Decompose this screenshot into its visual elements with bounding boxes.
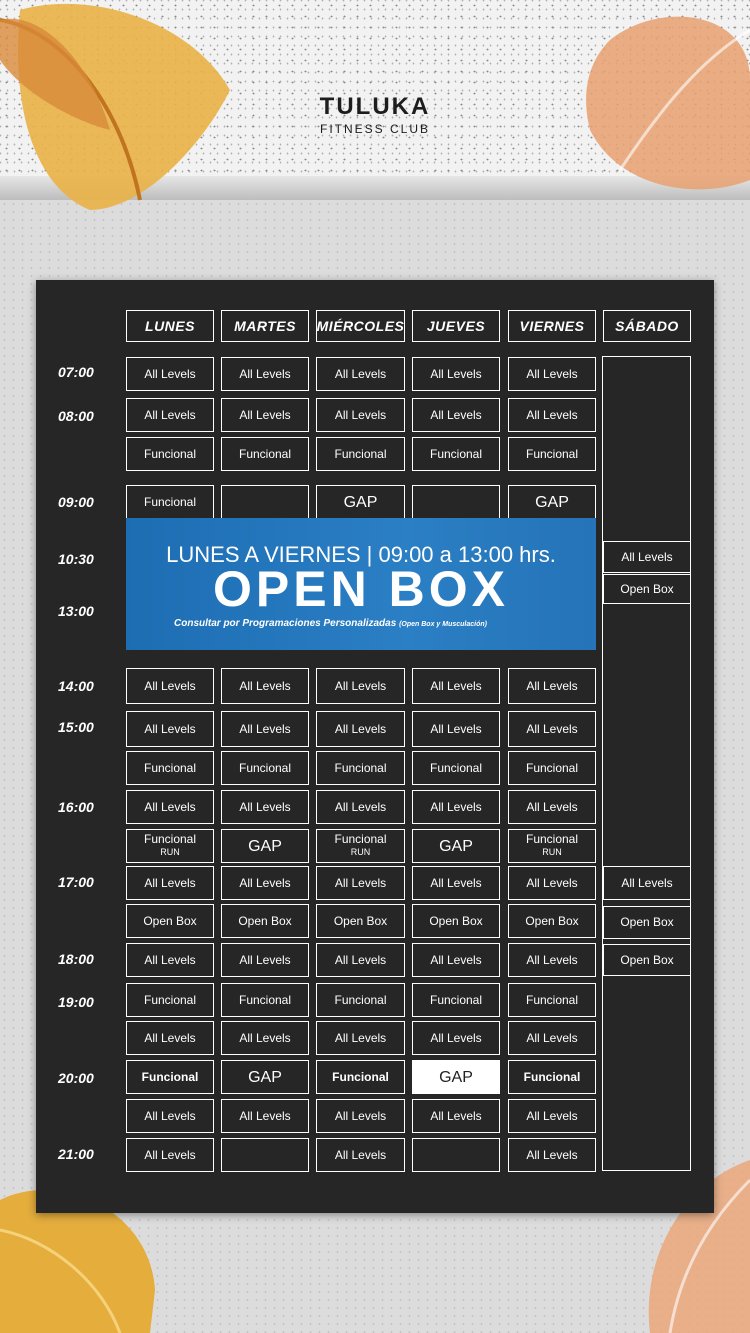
class-name: Open Box <box>429 913 483 928</box>
class-name: All Levels <box>430 875 482 890</box>
saturday-class-cell <box>603 574 691 604</box>
class-cell <box>508 398 596 432</box>
class-cell <box>412 983 500 1017</box>
class-name: All Levels <box>430 799 482 814</box>
class-cell <box>221 866 309 900</box>
class-name: All Levels <box>526 1147 578 1162</box>
time-label: 08:00 <box>58 408 94 424</box>
class-name: All Levels <box>526 1108 578 1123</box>
class-cell <box>412 398 500 432</box>
class-name: All Levels <box>334 1147 387 1162</box>
class-cell <box>221 437 309 471</box>
class-name: All Levels <box>334 875 387 890</box>
class-name: All Levels <box>526 366 578 381</box>
class-name: All Levels <box>526 678 578 693</box>
class-cell <box>126 1021 214 1055</box>
class-cell <box>412 1021 500 1055</box>
class-cell <box>412 829 500 863</box>
class-cell <box>126 357 214 391</box>
class-name: Funcional <box>143 494 197 509</box>
class-cell <box>412 711 500 747</box>
banner-title: OPEN BOX <box>213 561 509 617</box>
time-label: 14:00 <box>58 678 94 694</box>
class-name: All Levels <box>334 678 387 693</box>
class-cell <box>412 1138 500 1172</box>
class-name: Funcional <box>143 760 197 775</box>
class-name: All Levels <box>239 678 291 693</box>
class-name: Funcional <box>143 992 197 1007</box>
class-name: Funcional <box>525 992 579 1007</box>
time-label: 16:00 <box>58 799 94 815</box>
class-cell <box>221 711 309 747</box>
class-name: All Levels <box>144 952 196 967</box>
class-cell <box>508 1021 596 1055</box>
day-header-0: LUNES <box>126 310 214 342</box>
day-header-3: JUEVES <box>412 310 500 342</box>
banner-note <box>174 618 487 629</box>
day-header-2: MIÉRCOLES <box>316 310 405 342</box>
class-cell <box>221 790 309 824</box>
banner-note-text: Consultar por Programaciones Personalizadas <box>174 618 397 629</box>
class-cell <box>126 790 214 824</box>
class-name: Funcional <box>334 446 387 461</box>
class-cell <box>508 751 596 785</box>
class-name: All Levels <box>144 366 196 381</box>
class-cell <box>221 943 309 977</box>
class-cell <box>316 398 405 432</box>
class-name: All Levels <box>239 799 291 814</box>
class-name: Funcional <box>429 760 483 775</box>
class-name: Funcional <box>334 992 387 1007</box>
class-name: Funcional <box>238 760 292 775</box>
time-label: 19:00 <box>58 994 94 1010</box>
class-name: All Levels <box>239 952 291 967</box>
class-name: All Levels <box>334 366 387 381</box>
time-label: 13:00 <box>58 603 94 619</box>
class-cell <box>508 866 596 900</box>
class-cell <box>221 1138 309 1172</box>
class-name: All Levels <box>334 1108 387 1123</box>
class-cell <box>412 904 500 938</box>
class-cell <box>316 751 405 785</box>
class-cell <box>221 1099 309 1133</box>
class-name: All Levels <box>430 1108 482 1123</box>
time-label: 10:30 <box>58 551 94 567</box>
class-cell <box>316 485 405 519</box>
class-cell <box>221 751 309 785</box>
class-name: All Levels <box>621 875 673 890</box>
class-cell <box>508 790 596 824</box>
class-cell <box>221 904 309 938</box>
class-cell <box>508 983 596 1017</box>
class-name: Open Box <box>620 952 674 967</box>
class-name: All Levels <box>621 549 673 564</box>
class-name: All Levels <box>334 799 387 814</box>
class-cell <box>221 1021 309 1055</box>
class-name: All Levels <box>144 1147 196 1162</box>
class-name: All Levels <box>334 952 387 967</box>
class-cell <box>508 357 596 391</box>
class-name: All Levels <box>144 875 196 890</box>
class-name: All Levels <box>239 1108 291 1123</box>
class-name: All Levels <box>430 407 482 422</box>
class-cell <box>316 1138 405 1172</box>
class-name: Open Box <box>620 581 674 596</box>
class-name: All Levels <box>144 678 196 693</box>
class-cell <box>221 1060 309 1094</box>
class-name: Funcional <box>332 1069 389 1084</box>
saturday-class-cell <box>603 944 691 976</box>
day-header-1: MARTES <box>221 310 309 342</box>
class-cell <box>126 983 214 1017</box>
class-cell <box>412 1099 500 1133</box>
class-cell <box>316 1060 405 1094</box>
brand-name: TULUKA <box>319 93 431 120</box>
class-name: All Levels <box>430 678 482 693</box>
class-cell <box>316 668 405 704</box>
class-cell <box>221 829 309 863</box>
class-name: GAP <box>439 837 473 855</box>
class-cell <box>126 904 214 938</box>
saturday-class-cell <box>603 866 691 900</box>
day-header-5: SÁBADO <box>603 310 691 342</box>
class-name: Open Box <box>620 915 674 929</box>
class-name: All Levels <box>334 407 387 422</box>
class-name: All Levels <box>239 366 291 381</box>
class-name: Funcional <box>334 832 387 846</box>
class-name: Funcional <box>525 760 579 775</box>
class-name: Open Box <box>238 913 292 928</box>
class-name: All Levels <box>239 721 291 736</box>
class-name: GAP <box>439 1068 473 1086</box>
time-label: 15:00 <box>58 719 94 735</box>
time-label: 21:00 <box>58 1146 94 1162</box>
class-cell <box>508 904 596 938</box>
class-cell <box>412 751 500 785</box>
open-box-banner <box>126 518 596 650</box>
class-cell <box>126 398 214 432</box>
class-cell <box>412 357 500 391</box>
class-cell <box>126 751 214 785</box>
class-cell <box>126 943 214 977</box>
class-cell <box>412 668 500 704</box>
class-cell <box>508 485 596 519</box>
class-cell <box>126 866 214 900</box>
class-name: All Levels <box>334 721 387 736</box>
class-cell <box>316 983 405 1017</box>
class-cell <box>412 485 500 519</box>
class-cell <box>126 1060 214 1094</box>
class-cell <box>221 668 309 704</box>
class-name: Funcional <box>525 446 579 461</box>
class-cell <box>412 943 500 977</box>
brand-subtitle: FITNESS CLUB <box>319 122 430 136</box>
class-sub-label: RUN <box>350 847 371 857</box>
class-name: All Levels <box>239 407 291 422</box>
class-name: All Levels <box>526 1030 578 1045</box>
class-cell <box>316 711 405 747</box>
class-name: All Levels <box>430 366 482 381</box>
class-cell <box>126 1138 214 1172</box>
class-name: Open Box <box>143 913 197 928</box>
class-sub-label: RUN <box>542 847 562 857</box>
class-name: All Levels <box>144 721 196 736</box>
class-name: GAP <box>248 837 282 855</box>
class-name: All Levels <box>239 1030 291 1045</box>
class-name: All Levels <box>526 799 578 814</box>
class-name: Funcional <box>143 446 197 461</box>
class-cell <box>508 437 596 471</box>
class-cell <box>508 668 596 704</box>
class-cell <box>316 790 405 824</box>
class-cell <box>508 1060 596 1094</box>
class-cell <box>412 437 500 471</box>
class-sub-label: RUN <box>160 847 180 857</box>
banner-schedule: LUNES A VIERNES | 09:00 a 13:00 hrs. <box>166 542 556 567</box>
class-name: All Levels <box>334 1030 387 1045</box>
class-cell <box>221 983 309 1017</box>
class-cell <box>221 485 309 519</box>
class-cell <box>126 711 214 747</box>
brand-logo <box>0 94 750 136</box>
class-name: All Levels <box>144 799 196 814</box>
saturday-class-cell <box>603 906 691 939</box>
class-cell <box>316 943 405 977</box>
class-name: All Levels <box>144 407 196 422</box>
saturday-class-cell <box>603 541 691 573</box>
saturday-column <box>602 356 691 1171</box>
class-cell <box>508 1099 596 1133</box>
class-cell <box>126 437 214 471</box>
class-name: All Levels <box>526 721 578 736</box>
class-name: Funcional <box>238 446 292 461</box>
day-header-4: VIERNES <box>508 310 596 342</box>
class-name: Funcional <box>429 992 483 1007</box>
class-name: GAP <box>535 493 569 511</box>
class-name: Funcional <box>238 992 292 1007</box>
class-name: All Levels <box>430 1030 482 1045</box>
time-label: 18:00 <box>58 951 94 967</box>
class-name: All Levels <box>430 721 482 736</box>
class-cell <box>508 829 596 863</box>
class-cell <box>126 829 214 863</box>
class-cell <box>412 1060 500 1094</box>
class-cell <box>316 357 405 391</box>
time-label: 17:00 <box>58 874 94 890</box>
class-name: Funcional <box>525 832 579 846</box>
class-name: Open Box <box>525 913 579 928</box>
class-name: Funcional <box>141 1069 199 1084</box>
class-cell <box>508 711 596 747</box>
class-name: Funcional <box>143 832 197 846</box>
class-cell <box>508 943 596 977</box>
time-label: 20:00 <box>58 1070 94 1086</box>
time-label: 07:00 <box>58 364 94 380</box>
class-name: All Levels <box>526 952 578 967</box>
class-cell <box>316 1099 405 1133</box>
class-cell <box>221 398 309 432</box>
time-label: 09:00 <box>58 494 94 510</box>
class-cell <box>221 357 309 391</box>
class-cell <box>126 668 214 704</box>
class-cell <box>316 829 405 863</box>
class-name: Funcional <box>429 446 483 461</box>
class-name: Open Box <box>333 913 388 928</box>
class-name: All Levels <box>526 875 578 890</box>
class-name: GAP <box>343 493 378 511</box>
class-cell <box>412 866 500 900</box>
class-name: All Levels <box>526 407 578 422</box>
class-cell <box>412 790 500 824</box>
class-cell <box>508 1138 596 1172</box>
class-name: All Levels <box>430 952 482 967</box>
class-name: All Levels <box>144 1108 196 1123</box>
class-cell <box>316 437 405 471</box>
class-name: All Levels <box>144 1030 196 1045</box>
class-name: Funcional <box>334 760 387 775</box>
class-name: Funcional <box>523 1069 581 1084</box>
class-cell <box>126 485 214 519</box>
class-name: All Levels <box>239 875 291 890</box>
class-name: GAP <box>248 1068 282 1086</box>
class-cell <box>316 1021 405 1055</box>
class-cell <box>316 904 405 938</box>
banner-note-small: (Open Box y Musculación) <box>399 621 487 628</box>
class-cell <box>126 1099 214 1133</box>
class-cell <box>316 866 405 900</box>
